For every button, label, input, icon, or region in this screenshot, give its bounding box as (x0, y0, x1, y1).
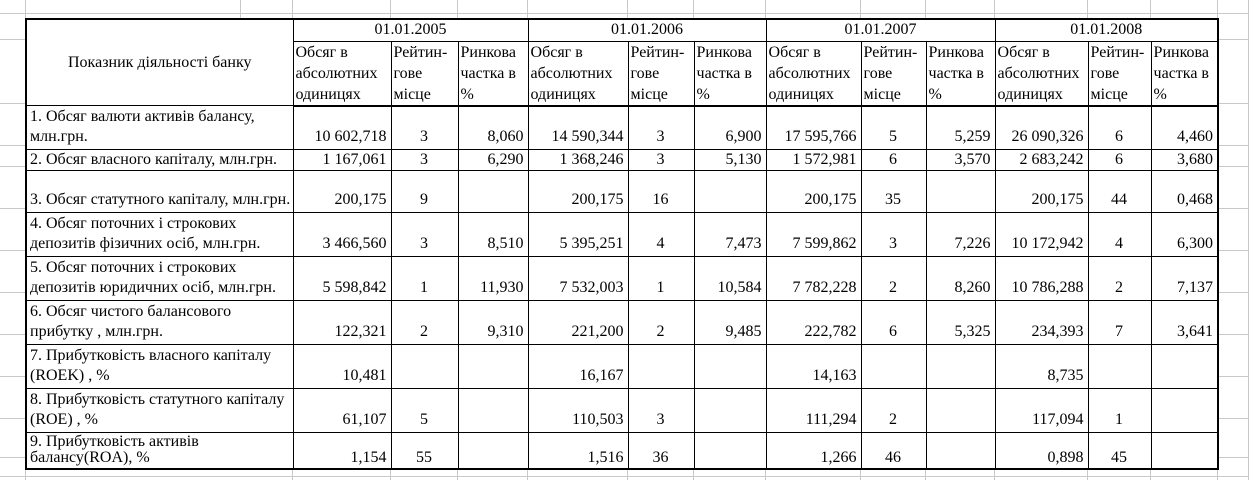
indicator-label[interactable]: 9. Прибутковість активів балансу(ROA), % (26, 433, 293, 470)
cell-share[interactable] (926, 171, 995, 213)
cell-volume[interactable]: 200,175 (293, 171, 391, 213)
cell-rank[interactable]: 46 (861, 433, 926, 470)
period-header-2006[interactable]: 01.01.2006 (528, 19, 766, 41)
table-row (26, 171, 1218, 213)
cell-rank[interactable]: 2 (391, 301, 458, 345)
cell-rank[interactable] (628, 345, 694, 389)
cell-volume[interactable]: 1 572,981 (766, 150, 861, 171)
cell-volume[interactable]: 10,481 (293, 345, 391, 389)
cell-rank[interactable]: 3 (628, 389, 694, 433)
metric-header-share-2008[interactable]: Ринкова частка в % (1151, 41, 1218, 106)
cell-volume[interactable]: 1,516 (528, 433, 628, 470)
cell-share[interactable]: 3,680 (1151, 150, 1218, 171)
table-row (26, 213, 1218, 257)
cell-volume[interactable]: 111,294 (766, 389, 861, 433)
cell-volume[interactable]: 14 590,344 (528, 106, 628, 150)
cell-rank[interactable]: 2 (861, 257, 926, 301)
cell-share[interactable] (458, 171, 528, 213)
cell-share[interactable]: 7,137 (1151, 257, 1218, 301)
cell-rank[interactable]: 55 (391, 433, 458, 470)
cell-volume[interactable]: 10 602,718 (293, 106, 391, 150)
indicator-label[interactable]: 5. Обсяг поточних і строкових депозитів юридичних осіб, млн.грн. (26, 257, 293, 301)
period-header-2005[interactable]: 01.01.2005 (293, 19, 528, 41)
cell-volume[interactable]: 110,503 (528, 389, 628, 433)
cell-volume[interactable]: 7 599,862 (766, 213, 861, 257)
cell-volume[interactable]: 200,175 (766, 171, 861, 213)
cell-volume[interactable]: 1 167,061 (293, 150, 391, 171)
cell-rank[interactable]: 1 (1088, 389, 1151, 433)
cell-rank[interactable]: 6 (1088, 106, 1151, 150)
cell-rank[interactable] (391, 345, 458, 389)
table-row (26, 433, 1218, 470)
cell-rank[interactable] (1088, 345, 1151, 389)
gridline-horizontal (0, 476, 1249, 477)
indicator-label[interactable]: 6. Обсяг чистого балансового прибутку , млн.грн. (26, 301, 293, 345)
cell-share[interactable]: 5,130 (694, 150, 766, 171)
cell-volume[interactable]: 7 782,228 (766, 257, 861, 301)
metric-header-volume-2008[interactable]: Обсяг в абсолютних одиницях (995, 41, 1088, 106)
indicator-label[interactable]: 3. Обсяг статутного капіталу, млн.грн. (26, 171, 293, 213)
cell-rank[interactable]: 9 (391, 171, 458, 213)
cell-share[interactable]: 4,460 (1151, 106, 1218, 150)
cell-volume[interactable]: 1 368,246 (528, 150, 628, 171)
cell-rank[interactable]: 1 (391, 257, 458, 301)
cell-share[interactable]: 3,641 (1151, 301, 1218, 345)
cell-rank[interactable]: 35 (861, 171, 926, 213)
indicator-column-header[interactable]: Показник діяльності банку (26, 19, 293, 106)
table-row (26, 106, 1218, 150)
cell-rank[interactable]: 4 (628, 213, 694, 257)
gridline-vertical (240, 0, 241, 18)
cell-volume[interactable]: 16,167 (528, 345, 628, 389)
cell-rank[interactable]: 3 (628, 106, 694, 150)
cell-volume[interactable]: 222,782 (766, 301, 861, 345)
table-row (26, 389, 1218, 433)
indicator-label[interactable]: 4. Обсяг поточних і строкових депозитів фізичних осіб, млн.грн. (26, 213, 293, 257)
cell-rank[interactable]: 2 (861, 389, 926, 433)
cell-share[interactable] (1151, 433, 1218, 470)
cell-share[interactable] (694, 345, 766, 389)
cell-rank[interactable]: 3 (391, 150, 458, 171)
cell-rank[interactable]: 16 (628, 171, 694, 213)
cell-share[interactable]: 7,473 (694, 213, 766, 257)
cell-share[interactable] (458, 433, 528, 470)
metric-header-share-2007[interactable]: Ринкова частка в % (926, 41, 995, 106)
table-row (26, 257, 1218, 301)
table-body (26, 106, 1218, 470)
cell-volume[interactable]: 10 172,942 (995, 213, 1088, 257)
cell-share[interactable]: 6,900 (694, 106, 766, 150)
cell-volume[interactable]: 122,321 (293, 301, 391, 345)
cell-rank[interactable]: 2 (1088, 257, 1151, 301)
indicator-label[interactable]: 2. Обсяг власного капіталу, млн.грн. (26, 150, 293, 171)
cell-rank[interactable]: 7 (1088, 301, 1151, 345)
cell-rank[interactable]: 45 (1088, 433, 1151, 470)
cell-volume[interactable]: 1,154 (293, 433, 391, 470)
cell-volume[interactable]: 117,094 (995, 389, 1088, 433)
cell-volume[interactable]: 5 395,251 (528, 213, 628, 257)
cell-share[interactable]: 0,468 (1151, 171, 1218, 213)
cell-share[interactable]: 11,930 (458, 257, 528, 301)
cell-share[interactable] (694, 389, 766, 433)
cell-volume[interactable]: 0,898 (995, 433, 1088, 470)
cell-rank[interactable]: 36 (628, 433, 694, 470)
cell-share[interactable]: 9,310 (458, 301, 528, 345)
cell-rank[interactable]: 6 (861, 150, 926, 171)
cell-rank[interactable]: 4 (1088, 213, 1151, 257)
cell-rank[interactable]: 6 (861, 301, 926, 345)
cell-share[interactable]: 5,325 (926, 301, 995, 345)
cell-rank[interactable]: 3 (628, 150, 694, 171)
cell-rank[interactable]: 5 (861, 106, 926, 150)
table-row (26, 345, 1218, 389)
cell-volume[interactable]: 61,107 (293, 389, 391, 433)
cell-share[interactable]: 8,510 (458, 213, 528, 257)
cell-share[interactable] (926, 345, 995, 389)
cell-share[interactable]: 8,060 (458, 106, 528, 150)
metric-header-rank-2007[interactable]: Рейтин-гове місце (861, 41, 926, 106)
indicator-label[interactable]: 7. Прибутковість власного капіталу (ROEK) , % (26, 345, 293, 389)
table-row (26, 301, 1218, 345)
cell-share[interactable] (694, 433, 766, 470)
cell-rank[interactable] (861, 345, 926, 389)
cell-share[interactable] (458, 345, 528, 389)
cell-rank[interactable]: 3 (391, 106, 458, 150)
cell-share[interactable] (926, 433, 995, 470)
cell-volume[interactable]: 234,393 (995, 301, 1088, 345)
cell-volume[interactable]: 26 090,326 (995, 106, 1088, 150)
cell-share[interactable] (1151, 389, 1218, 433)
cell-volume[interactable]: 10 786,288 (995, 257, 1088, 301)
cell-share[interactable] (458, 389, 528, 433)
metric-header-rank-2005[interactable]: Рейтин-гове місце (391, 41, 458, 106)
cell-volume[interactable]: 17 595,766 (766, 106, 861, 150)
cell-rank[interactable]: 2 (628, 301, 694, 345)
metric-header-volume-2006[interactable]: Обсяг в абсолютних одиницях (528, 41, 628, 106)
cell-volume[interactable]: 221,200 (528, 301, 628, 345)
cell-volume[interactable]: 200,175 (528, 171, 628, 213)
cell-share[interactable] (694, 171, 766, 213)
bank-indicators-table (25, 18, 1219, 470)
metric-header-volume-2005[interactable]: Обсяг в абсолютних одиницях (293, 41, 391, 106)
cell-share[interactable]: 5,259 (926, 106, 995, 150)
cell-rank[interactable]: 3 (861, 213, 926, 257)
metric-header-volume-2007[interactable]: Обсяг в абсолютних одиницях (766, 41, 861, 106)
cell-volume[interactable]: 8,735 (995, 345, 1088, 389)
indicator-label[interactable]: 1. Обсяг валюти активів балансу, млн.грн. (26, 106, 293, 150)
period-header-2008[interactable]: 01.01.2008 (995, 19, 1218, 41)
cell-rank[interactable]: 3 (391, 213, 458, 257)
metric-header-share-2006[interactable]: Ринкова частка в % (694, 41, 766, 106)
cell-share[interactable] (1151, 345, 1218, 389)
cell-rank[interactable]: 1 (628, 257, 694, 301)
cell-rank[interactable]: 5 (391, 389, 458, 433)
table-row (26, 150, 1218, 171)
metric-header-rank-2008[interactable]: Рейтин-гове місце (1088, 41, 1151, 106)
metric-header-rank-2006[interactable]: Рейтин-гове місце (628, 41, 694, 106)
cell-share[interactable]: 10,584 (694, 257, 766, 301)
gridline-horizontal (0, 13, 1249, 14)
cell-share[interactable]: 7,226 (926, 213, 995, 257)
cell-volume[interactable]: 2 683,242 (995, 150, 1088, 171)
period-header-2007[interactable]: 01.01.2007 (766, 19, 995, 41)
cell-rank[interactable]: 44 (1088, 171, 1151, 213)
cell-share[interactable]: 6,300 (1151, 213, 1218, 257)
cell-volume[interactable]: 5 598,842 (293, 257, 391, 301)
cell-share[interactable]: 3,570 (926, 150, 995, 171)
cell-rank[interactable]: 6 (1088, 150, 1151, 171)
cell-share[interactable] (926, 389, 995, 433)
cell-volume[interactable]: 1,266 (766, 433, 861, 470)
cell-volume[interactable]: 7 532,003 (528, 257, 628, 301)
cell-share[interactable]: 9,485 (694, 301, 766, 345)
indicator-label[interactable]: 8. Прибутковість статутного капіталу (ROE) , % (26, 389, 293, 433)
cell-share[interactable]: 8,260 (926, 257, 995, 301)
cell-volume[interactable]: 200,175 (995, 171, 1088, 213)
cell-volume[interactable]: 14,163 (766, 345, 861, 389)
cell-volume[interactable]: 3 466,560 (293, 213, 391, 257)
cell-share[interactable]: 6,290 (458, 150, 528, 171)
metric-header-share-2005[interactable]: Ринкова частка в % (458, 41, 528, 106)
